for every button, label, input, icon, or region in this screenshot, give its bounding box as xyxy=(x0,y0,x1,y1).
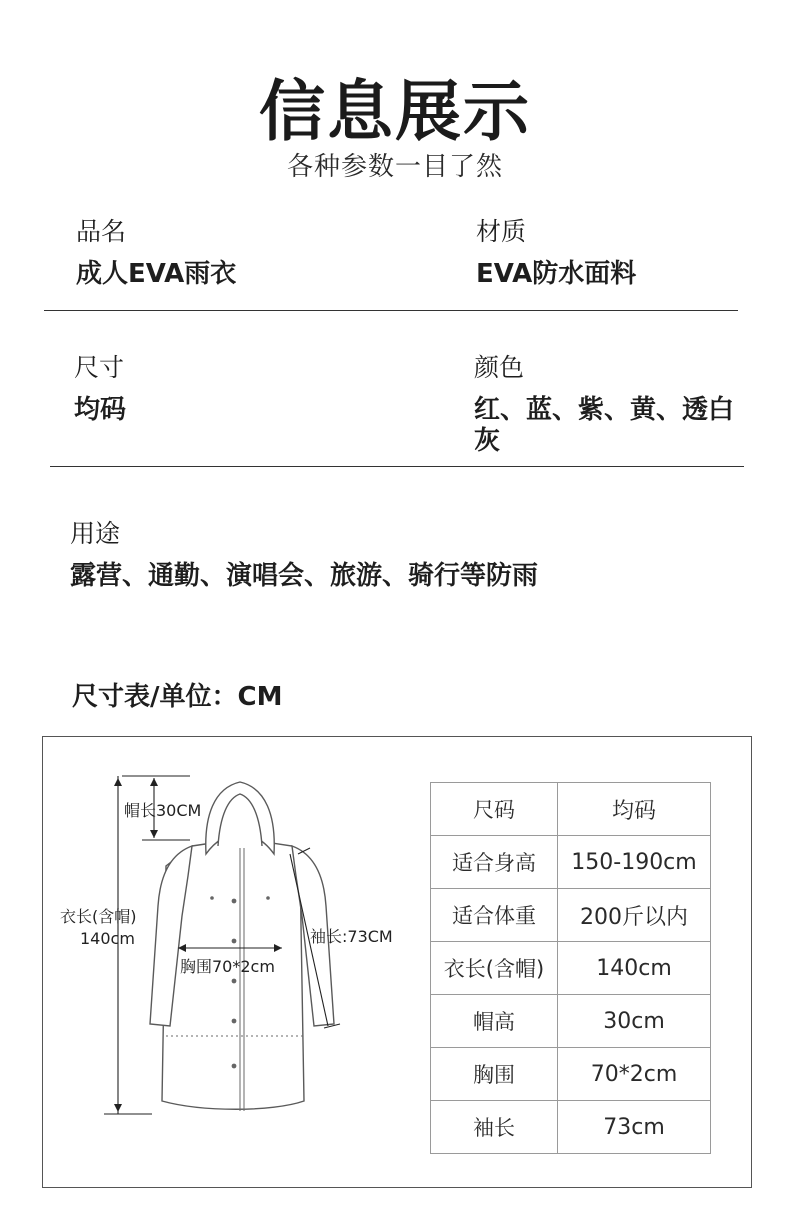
use-label: 用途 xyxy=(70,519,121,548)
name-value: 成人EVA雨衣 xyxy=(76,259,237,289)
hood-length-label: 帽长30CM xyxy=(124,801,202,820)
table-cell-value: 均码 xyxy=(558,783,711,836)
color-value-line2: 灰 xyxy=(474,426,501,456)
table-cell-key: 衣长(含帽) xyxy=(431,942,558,995)
table-row xyxy=(431,1048,711,1101)
table-row xyxy=(431,783,711,836)
table-row xyxy=(431,889,711,942)
color-value-line1: 红、蓝、紫、黄、透白 xyxy=(474,395,735,425)
table-cell-key: 袖长 xyxy=(431,1101,558,1154)
table-cell-key: 适合体重 xyxy=(431,889,558,942)
table-cell-value: 200斤以内 xyxy=(558,889,711,942)
sleeve-label: 袖长:73CM xyxy=(310,927,393,946)
table-cell-value: 140cm xyxy=(558,942,711,995)
table-cell-key: 尺码 xyxy=(431,783,558,836)
use-value: 露营、通勤、演唱会、旅游、骑行等防雨 xyxy=(70,561,539,591)
table-row xyxy=(431,1101,711,1154)
table-cell-value: 70*2cm xyxy=(558,1048,711,1101)
size-chart-title: 尺寸表/单位：CM xyxy=(72,682,283,712)
table-cell-value: 30cm xyxy=(558,995,711,1048)
size-table xyxy=(430,782,711,1154)
table-cell-value: 150-190cm xyxy=(558,836,711,889)
table-row xyxy=(431,836,711,889)
table-row xyxy=(431,942,711,995)
table-cell-key: 适合身高 xyxy=(431,836,558,889)
name-label: 品名 xyxy=(76,217,127,246)
divider xyxy=(44,310,738,311)
table-cell-key: 帽高 xyxy=(431,995,558,1048)
chest-label: 胸围70*2cm xyxy=(180,957,275,976)
table-row xyxy=(431,995,711,1048)
color-label: 颜色 xyxy=(474,353,525,382)
page-title: 信息展示 xyxy=(259,73,531,150)
divider xyxy=(50,466,744,467)
table-cell-key: 胸围 xyxy=(431,1048,558,1101)
material-value: EVA防水面料 xyxy=(476,259,637,289)
material-label: 材质 xyxy=(476,217,527,246)
size-value: 均码 xyxy=(74,395,127,425)
coat-length-label-line1: 衣长(含帽) xyxy=(60,907,137,926)
size-label: 尺寸 xyxy=(74,353,125,382)
page-subtitle: 各种参数一目了然 xyxy=(286,152,503,182)
coat-length-label-line2: 140cm xyxy=(80,929,135,948)
table-cell-value: 73cm xyxy=(558,1101,711,1154)
raincoat-diagram xyxy=(42,736,422,1186)
